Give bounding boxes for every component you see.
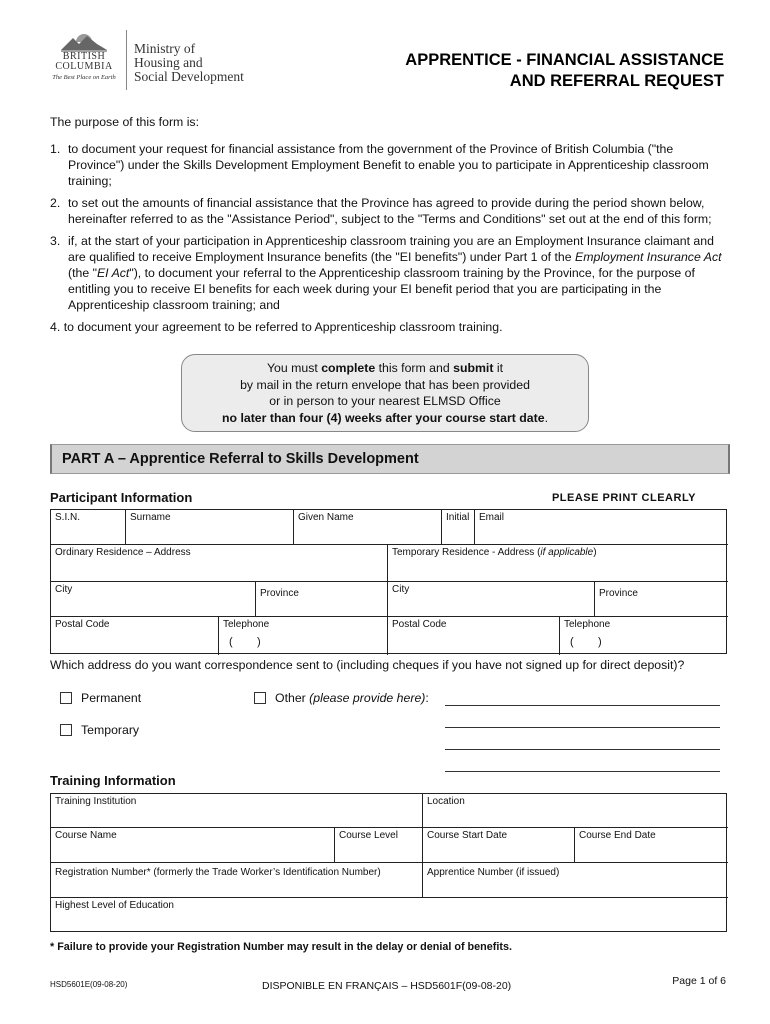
ordinary-address-label: Ordinary Residence – Address	[55, 547, 191, 558]
part-a-title: PART A – Apprentice Referral to Skills Development	[62, 451, 419, 467]
province-label: Province	[260, 588, 299, 599]
callout-bold: submit	[453, 361, 494, 375]
callout-text: You must	[266, 361, 322, 375]
callout-text: .	[544, 410, 548, 425]
purpose-number: 1.	[50, 142, 61, 156]
other-address-line-2[interactable]	[445, 727, 720, 728]
other-label	[275, 691, 429, 705]
temp-city-field[interactable]	[388, 582, 595, 617]
initial-label: Initial	[446, 512, 470, 523]
permanent-option[interactable]	[60, 691, 141, 705]
purpose-item-3	[50, 233, 730, 313]
print-clearly-note: PLEASE PRINT CLEARLY	[551, 492, 696, 504]
course-end-date-field[interactable]	[575, 828, 728, 863]
postal-code-label: Postal Code	[392, 619, 447, 630]
education-label: Highest Level of Education	[55, 900, 174, 911]
sin-field[interactable]	[51, 510, 126, 545]
location-label: Location	[427, 796, 465, 807]
institution-label: Training Institution	[55, 796, 137, 807]
other-address-line-1[interactable]	[445, 705, 720, 706]
bc-crest	[48, 30, 120, 92]
logo-divider	[126, 30, 127, 90]
permanent-label: Permanent	[81, 691, 142, 705]
callout-line3: or in person to your nearest ELMSD Office	[269, 394, 501, 408]
temp-address-end: )	[593, 547, 597, 558]
purpose-item-4	[50, 319, 730, 335]
end-date-label: Course End Date	[579, 830, 656, 841]
other-colon: :	[425, 691, 429, 705]
purpose-list	[50, 141, 730, 341]
purpose-item-2	[50, 195, 730, 227]
area-code-close: )	[257, 636, 261, 648]
apprentice-number-label: Apprentice Number (if issued)	[427, 867, 560, 878]
part-a-header	[50, 444, 730, 474]
sun-mountain-icon	[59, 30, 109, 52]
callout-line1	[182, 360, 588, 377]
course-level-field[interactable]	[335, 828, 423, 863]
city-label: City	[55, 584, 73, 595]
bc-name-line2: COLUMBIA	[55, 61, 113, 72]
telephone-label: Telephone	[223, 619, 270, 630]
callout-text: this form and	[375, 361, 454, 375]
area-code-close: )	[598, 636, 602, 648]
course-level-label: Course Level	[339, 830, 398, 841]
submission-callout	[181, 354, 589, 432]
province-label: Province	[599, 588, 638, 599]
temp-address-field[interactable]	[388, 545, 728, 582]
ordinary-address-field[interactable]	[51, 545, 388, 582]
purpose-text-a: if, at the start of your participation in Apprenticeship classroom training you are an Employment Insurance claimant and are qualified to receive Employment Insurance benefits (the "EI benefits") under Part 1 of the	[68, 234, 714, 264]
ministry-line2: Housing and	[134, 55, 203, 70]
given-name-label: Given Name	[298, 512, 354, 523]
purpose-text-italic: Employment Insurance Act	[575, 250, 722, 264]
start-date-label: Course Start Date	[427, 830, 508, 841]
temp-address-italic: if applicable	[540, 547, 594, 558]
purpose-number: 4.	[50, 320, 61, 334]
other-address-line-4[interactable]	[445, 771, 720, 772]
ordinary-telephone-field[interactable]	[219, 617, 388, 655]
temporary-label: Temporary	[81, 723, 140, 737]
form-title-line2: AND REFERRAL REQUEST	[509, 72, 724, 90]
participant-heading: Participant Information	[50, 490, 193, 505]
course-name-label: Course Name	[55, 830, 117, 841]
form-title-line1: APPRENTICE - FINANCIAL ASSISTANCE	[405, 51, 724, 69]
purpose-intro: The purpose of this form is:	[50, 115, 199, 129]
other-checkbox[interactable]	[254, 692, 266, 704]
education-field[interactable]	[51, 898, 728, 933]
purpose-text-c: "), to document your referral to the Apprenticeship classroom training by the Province, for the purpose of entitling you to receive EI benefits for each week during your EI benefit period that you are participating in the Apprenticeship classroom training; and	[68, 266, 695, 312]
course-name-field[interactable]	[51, 828, 335, 863]
bc-tagline: The Best Place on Earth	[52, 74, 116, 81]
city-label: City	[392, 584, 410, 595]
email-field[interactable]	[475, 510, 728, 545]
purpose-text: to document your request for financial assistance from the government of the Province of British Columbia ("the Province") under the Skills Development Employment Benefit to enable you to participate in Apprenticeship classroom training;	[68, 142, 709, 188]
location-field[interactable]	[423, 794, 728, 828]
registration-number-field[interactable]	[51, 863, 423, 898]
callout-line4	[182, 410, 588, 427]
permanent-checkbox[interactable]	[60, 692, 72, 704]
callout-text: it	[493, 361, 504, 375]
purpose-text-b: (the "	[68, 266, 97, 280]
purpose-text: to document your agreement to be referred to Apprenticeship classroom training.	[63, 320, 503, 334]
other-italic: (please provide here)	[309, 691, 426, 705]
temp-address-label	[392, 547, 724, 558]
telephone-label: Telephone	[564, 619, 611, 630]
temp-address-text: Temporary Residence - Address (	[392, 547, 541, 558]
other-address-line-3[interactable]	[445, 749, 720, 750]
ministry-line1: Ministry of	[134, 41, 196, 56]
sin-label: S.I.N.	[55, 512, 81, 523]
training-heading: Training Information	[50, 773, 176, 788]
initial-field[interactable]	[442, 510, 475, 545]
form-code: HSD5601E(09-08-20)	[50, 980, 128, 989]
french-availability: DISPONIBLE EN FRANÇAIS – HSD5601F(09-08-20)	[262, 980, 512, 992]
area-code-open: (	[570, 636, 574, 648]
ministry-line3: Social Development	[134, 69, 244, 84]
callout-deadline: no later than four (4) weeks after your course start date	[222, 410, 545, 425]
purpose-text: to set out the amounts of financial assistance that the Province has agreed to provide during the period shown below, hereinafter referred to as the "Assistance Period", subject to the "Terms and Conditions" set out at the end of this form;	[68, 196, 712, 226]
temp-telephone-field[interactable]	[560, 617, 728, 655]
ordinary-postal-field[interactable]	[51, 617, 219, 655]
callout-bold: complete	[321, 361, 376, 375]
area-code-open: (	[229, 636, 233, 648]
ordinary-city-field[interactable]	[51, 582, 256, 617]
temp-postal-field[interactable]	[388, 617, 560, 655]
other-option[interactable]	[254, 691, 429, 705]
ordinary-province-field[interactable]	[256, 582, 388, 617]
registration-footnote: * Failure to provide your Registration Number may result in the delay or denial of benefits.	[50, 941, 512, 953]
ministry-name	[134, 42, 244, 84]
apprentice-number-field[interactable]	[423, 863, 728, 898]
bc-logo	[48, 30, 248, 92]
email-label: Email	[479, 512, 505, 523]
course-start-date-field[interactable]	[423, 828, 575, 863]
training-institution-field[interactable]	[51, 794, 423, 828]
given-name-field[interactable]	[294, 510, 442, 545]
surname-label: Surname	[130, 512, 171, 523]
participant-table	[50, 509, 727, 654]
page-number: Page 1 of 6	[672, 975, 726, 987]
purpose-number: 2.	[50, 196, 61, 210]
postal-code-label: Postal Code	[55, 619, 110, 630]
purpose-text-italic2: EI Act	[96, 266, 130, 280]
bc-name-line1: BRITISH	[62, 51, 106, 62]
temp-province-field[interactable]	[595, 582, 728, 617]
temporary-option[interactable]	[60, 723, 139, 737]
other-text: Other	[275, 691, 310, 705]
purpose-number: 3.	[50, 234, 61, 248]
surname-field[interactable]	[126, 510, 294, 545]
registration-label: Registration Number* (formerly the Trade Worker’s Identification Number)	[55, 867, 381, 878]
callout-line2: by mail in the return envelope that has been provided	[240, 377, 530, 392]
correspondence-question: Which address do you want correspondence sent to (including cheques if you have not signed up for direct deposit)?	[50, 658, 685, 672]
temporary-checkbox[interactable]	[60, 724, 72, 736]
training-table	[50, 793, 727, 932]
form-title	[405, 50, 724, 92]
purpose-item-1	[50, 141, 730, 189]
